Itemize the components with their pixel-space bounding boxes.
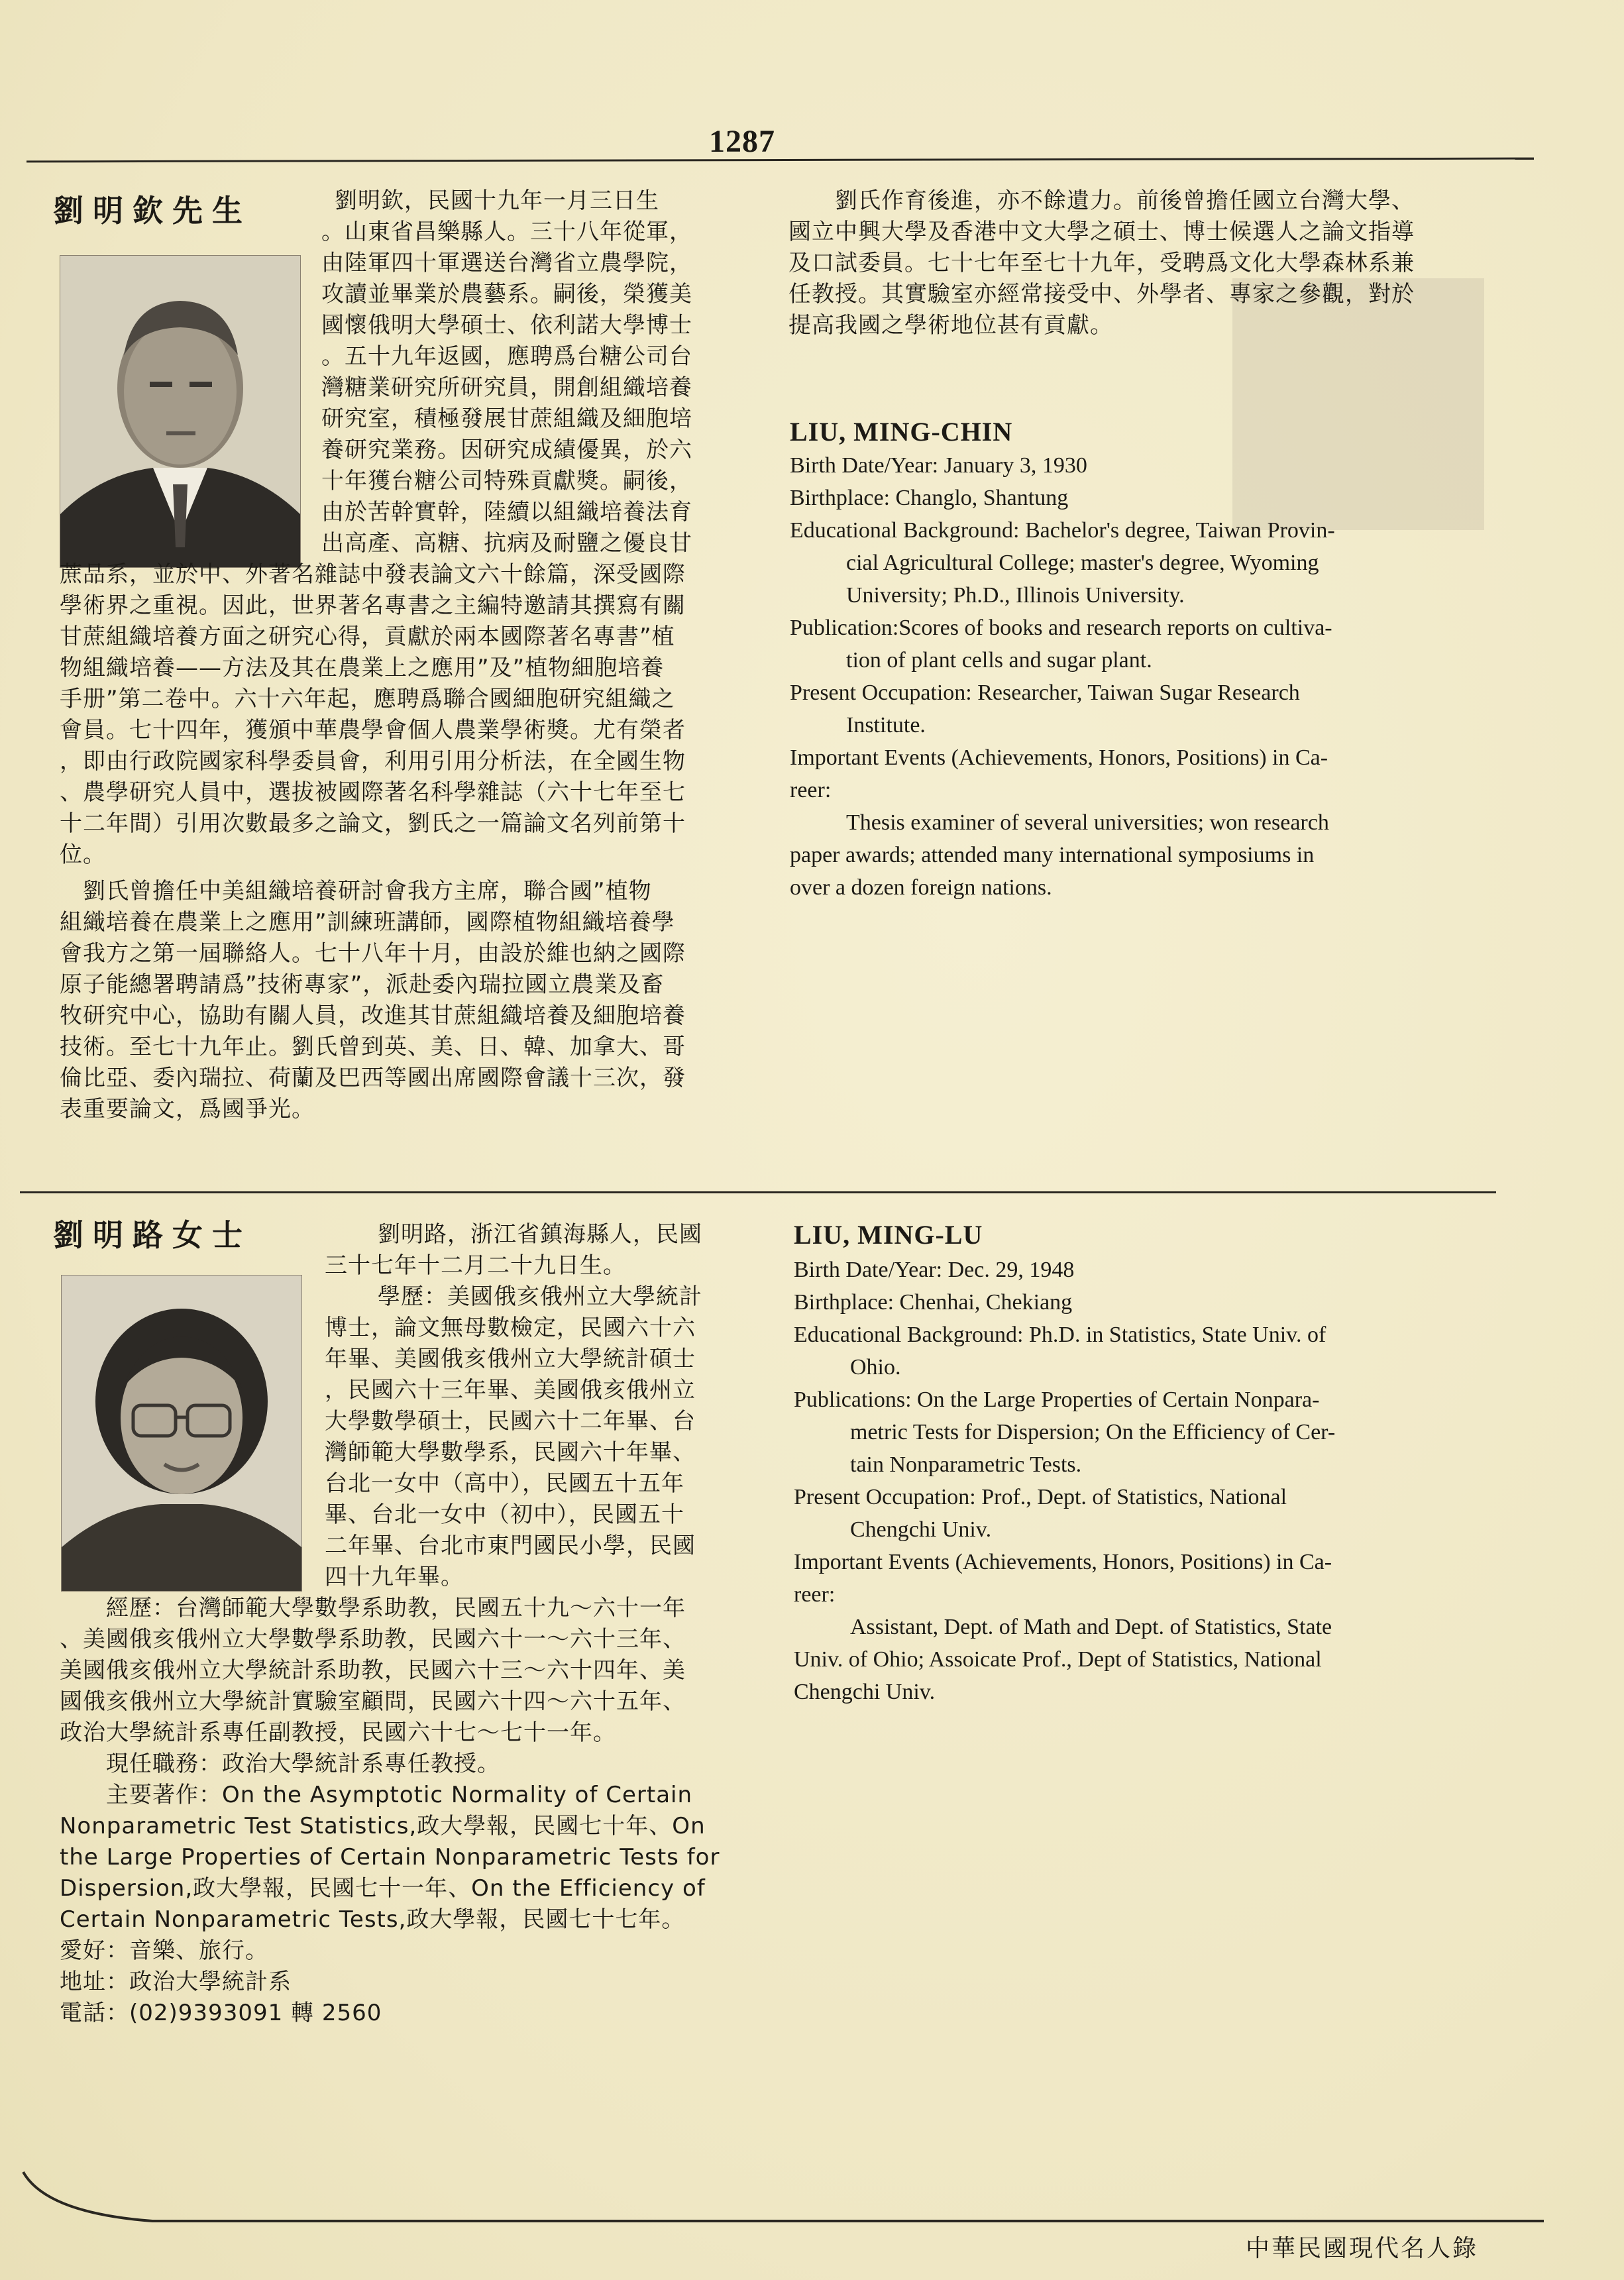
entry2-cn-line: 政治大學統計系專任副教授，民國六十七～七十一年。 [60, 1719, 616, 1746]
entry2-cn-line: 學歷：美國俄亥俄州立大學統計 [378, 1283, 702, 1310]
entry1-cn-line: 甘蔗組織培養方面之研究心得，貢獻於兩本國際著名專書”植 [60, 624, 675, 650]
entry2-cn-line: 愛好：音樂、旅行。 [60, 1937, 268, 1964]
entry1-cn-line: 組織培養在農業上之應用”訓練班講師，國際植物組織培養學 [60, 909, 675, 936]
entry2-cn-line: 電話：(02)9393091 轉 2560 [60, 2000, 382, 2026]
entry2-en-line: Chengchi Univ. [794, 1680, 936, 1704]
entry2-cn-line: 灣師範大學數學系，民國六十年畢、 [325, 1439, 696, 1466]
entry2-cn-line: the Large Properties of Certain Nonparametric Tests for [60, 1844, 720, 1871]
entry2-en-line: tain Nonparametric Tests. [850, 1452, 1082, 1477]
entry1-en-line: tion of plant cells and sugar plant. [846, 648, 1152, 673]
entry1-cn-line: 位。 [60, 841, 106, 868]
entry2-cn-line: 大學數學碩士，民國六十二年畢、台 [325, 1408, 696, 1435]
entry2-cn-line: 年畢、美國俄亥俄州立大學統計碩士 [325, 1346, 696, 1372]
footer-rule [20, 2167, 1544, 2226]
entry2-name-cn: 劉明路女士 [53, 1217, 252, 1253]
entry-divider [20, 1191, 1496, 1193]
entry1-cn-right-line: 提高我國之學術地位甚有貢獻。 [788, 312, 1113, 339]
entry2-en-line: Univ. of Ohio; Assoicate Prof., Dept of Statistics, National [794, 1647, 1322, 1672]
entry1-en-line: cial Agricultural College; master's degree, Wyoming [846, 551, 1319, 575]
entry1-cn-right-line: 及口試委員。七十七年至七十九年，受聘爲文化大學森林系兼 [788, 250, 1415, 276]
entry1-en-line: paper awards; attended many international symposiums in [790, 843, 1315, 867]
entry1-en-line: Present Occupation: Researcher, Taiwan Sugar Research [790, 680, 1300, 705]
entry1-en-line: Birth Date/Year: January 3, 1930 [790, 453, 1087, 478]
entry1-cn-line: 攻讀並畢業於農藝系。嗣後，榮獲美 [321, 281, 692, 307]
entry1-cn-line: 劉氏曾擔任中美組織培養研討會我方主席，聯合國”植物 [60, 878, 652, 904]
footer-title: 中華民國現代名人錄 [1246, 2235, 1479, 2262]
entry1-cn-line: 會員。七十四年，獲頒中華農學會個人農業學術獎。尤有榮者 [60, 717, 686, 743]
entry1-cn-line: 研究室，積極發展甘蔗組織及細胞培 [321, 406, 692, 432]
entry1-bio-cn-continued [788, 186, 1484, 341]
entry2-cn-line: 三十七年十二月二十九日生。 [325, 1252, 626, 1279]
entry2-en-line: Birth Date/Year: Dec. 29, 1948 [794, 1258, 1075, 1282]
entry1-cn-line: 。山東省昌樂縣人。三十八年從軍， [321, 219, 692, 245]
entry2-cn-line: 、美國俄亥俄州立大學數學系助教，民國六十一～六十三年、 [60, 1626, 686, 1653]
entry2-cn-line: 四十九年畢。 [325, 1564, 464, 1590]
entry2-cn-line: 博士，論文無母數檢定，民國六十六 [325, 1315, 696, 1341]
entry2-cn-line: 國俄亥俄州立大學統計實驗室顧問，民國六十四～六十五年、 [60, 1688, 686, 1715]
entry1-cn-line: 十二年間）引用次數最多之論文，劉氏之一篇論文名列前第十 [60, 810, 686, 837]
entry1-bio-cn [60, 186, 722, 1125]
entry2-en-line: metric Tests for Dispersion; On the Efficiency of Cer- [850, 1420, 1336, 1444]
entry1-cn-line: 原子能總署聘請爲”技術專家”，派赴委內瑞拉國立農業及畜 [60, 971, 665, 998]
entry2-cn-line: 主要著作：On the Asymptotic Normality of Certain [106, 1782, 693, 1808]
entry2-cn-line: Certain Nonparametric Tests,政大學報，民國七十七年。 [60, 1906, 685, 1933]
entry2-cn-line: ，民國六十三年畢、美國俄亥俄州立 [325, 1377, 696, 1403]
entry1-en-line: Institute. [846, 713, 926, 737]
entry1-cn-line: 出高產、高糖、抗病及耐鹽之優良甘 [321, 530, 692, 557]
entry1-en-line: reer: [790, 778, 832, 802]
entry1-en-line: over a dozen foreign nations. [790, 875, 1052, 900]
entry1-cn-line: 養研究業務。因研究成績優異，於六 [321, 437, 692, 463]
entry1-cn-line: 會我方之第一屆聯絡人。七十八年十月，由設於維也納之國際 [60, 940, 686, 967]
entry1-cn-line: 劉明欽，民國十九年一月三日生 [335, 188, 659, 214]
entry2-name-en: LIU, MING-LU [794, 1220, 983, 1250]
entry1-cn-line: 物組織培養——方法及其在農業上之應用”及”植物細胞培養 [60, 655, 665, 681]
entry1-cn-right-line: 任教授。其實驗室亦經常接受中、外學者、專家之參觀，對於 [788, 281, 1415, 307]
entry2-cn-line: 台北一女中（高中），民國五十五年 [325, 1470, 684, 1497]
entry1-name-cn: 劉明欽先生 [53, 193, 252, 229]
entry1-en-line: Publication:Scores of books and research reports on cultiva- [790, 616, 1332, 640]
entry1-cn-line: 、農學研究人員中，選拔被國際著名科學雜誌（六十七年至七 [60, 779, 686, 806]
entry2-cn-line: 現任職務：政治大學統計系專任教授。 [106, 1751, 500, 1777]
entry2-en-line: Chengchi Univ. [850, 1517, 992, 1542]
entry2-bio-en [794, 1254, 1486, 1708]
entry1-cn-right-line: 劉氏作育後進，亦不餘遺力。前後曾擔任國立台灣大學、 [835, 188, 1415, 214]
entry1-cn-line: ，即由行政院國家科學委員會，利用引用分析法，在全國生物 [60, 748, 686, 775]
entry2-cn-line: Dispersion,政大學報，民國七十一年、On the Efficiency of [60, 1875, 706, 1902]
page-number: 1287 [709, 124, 775, 159]
entry1-cn-line: 牧研究中心，協助有關人員，改進其甘蔗組織培養及細胞培養 [60, 1003, 686, 1029]
entry2-en-line: Ohio. [850, 1355, 901, 1380]
entry1-cn-line: 技術。至七十九年止。劉氏曾到英、美、日、韓、加拿大、哥 [60, 1034, 686, 1060]
entry1-cn-line: 由陸軍四十軍選送台灣省立農學院， [321, 250, 692, 276]
entry1-cn-right-line: 國立中興大學及香港中文大學之碩士、博士候選人之論文指導 [788, 219, 1415, 245]
entry1-name-en: LIU, MING-CHIN [790, 417, 1013, 447]
entry1-cn-line: 學術界之重視。因此，世界著名專書之主編特邀請其撰寫有關 [60, 592, 686, 619]
entry1-en-line: Thesis examiner of several universities; won research [846, 810, 1329, 835]
entry1-en-line: Birthplace: Changlo, Shantung [790, 486, 1069, 510]
entry2-cn-line: Nonparametric Test Statistics,政大學報，民國七十年、On [60, 1813, 706, 1839]
entry2-cn-line: 二年畢、台北市東門國民小學，民國 [325, 1533, 696, 1559]
entry1-cn-line: 手册”第二卷中。六十六年起，應聘爲聯合國細胞研究組織之 [60, 686, 675, 712]
entry2-en-line: reer: [794, 1582, 836, 1607]
entry2-cn-line: 地址：政治大學統計系 [60, 1969, 292, 1995]
entry2-en-line: Assistant, Dept. of Math and Dept. of Statistics, State [850, 1615, 1332, 1639]
entry1-en-line: University; Ph.D., Illinois University. [846, 583, 1185, 608]
entry2-en-line: Birthplace: Chenhai, Chekiang [794, 1290, 1073, 1315]
entry2-en-line: Important Events (Achievements, Honors, Positions) in Ca- [794, 1550, 1332, 1574]
entry1-cn-line: 倫比亞、委內瑞拉、荷蘭及巴西等國出席國際會議十三次，發 [60, 1065, 686, 1091]
entry1-cn-line: 十年獲台糖公司特殊貢獻獎。嗣後， [321, 468, 692, 494]
entry2-bio-cn-top [60, 1219, 732, 2029]
entry2-en-line: Present Occupation: Prof., Dept. of Statistics, National [794, 1485, 1287, 1509]
entry1-en-line: Important Events (Achievements, Honors, Positions) in Ca- [790, 745, 1328, 770]
entry1-en-line: Educational Background: Bachelor's degree, Taiwan Provin- [790, 518, 1335, 543]
entry2-cn-line: 劉明路，浙江省鎮海縣人，民國 [378, 1221, 702, 1248]
entry2-cn-line: 畢、台北一女中（初中），民國五十 [325, 1501, 684, 1528]
entry2-en-line: Educational Background: Ph.D. in Statistics, State Univ. of [794, 1323, 1326, 1347]
entry1-cn-line: 灣糖業研究所研究員，開創組織培養 [321, 374, 692, 401]
entry1-cn-line: 表重要論文，爲國爭光。 [60, 1096, 315, 1122]
entry2-cn-line: 美國俄亥俄州立大學統計系助教，民國六十三～六十四年、美 [60, 1657, 686, 1684]
entry2-cn-line: 經歷：台灣師範大學數學系助教，民國五十九～六十一年 [106, 1595, 686, 1621]
entry1-bio-en [790, 449, 1479, 904]
entry1-cn-line: 由於苦幹實幹，陸續以組織培養法育 [321, 499, 692, 525]
entry1-cn-line: 蔗品系，並於中、外著名雜誌中發表論文六十餘篇，深受國際 [60, 561, 686, 588]
entry1-cn-line: 國懷俄明大學碩士、依利諾大學博士 [321, 312, 692, 339]
entry2-en-line: Publications: On the Large Properties of Certain Nonpara- [794, 1387, 1320, 1412]
entry1-cn-line: 。五十九年返國，應聘爲台糖公司台 [321, 343, 692, 370]
